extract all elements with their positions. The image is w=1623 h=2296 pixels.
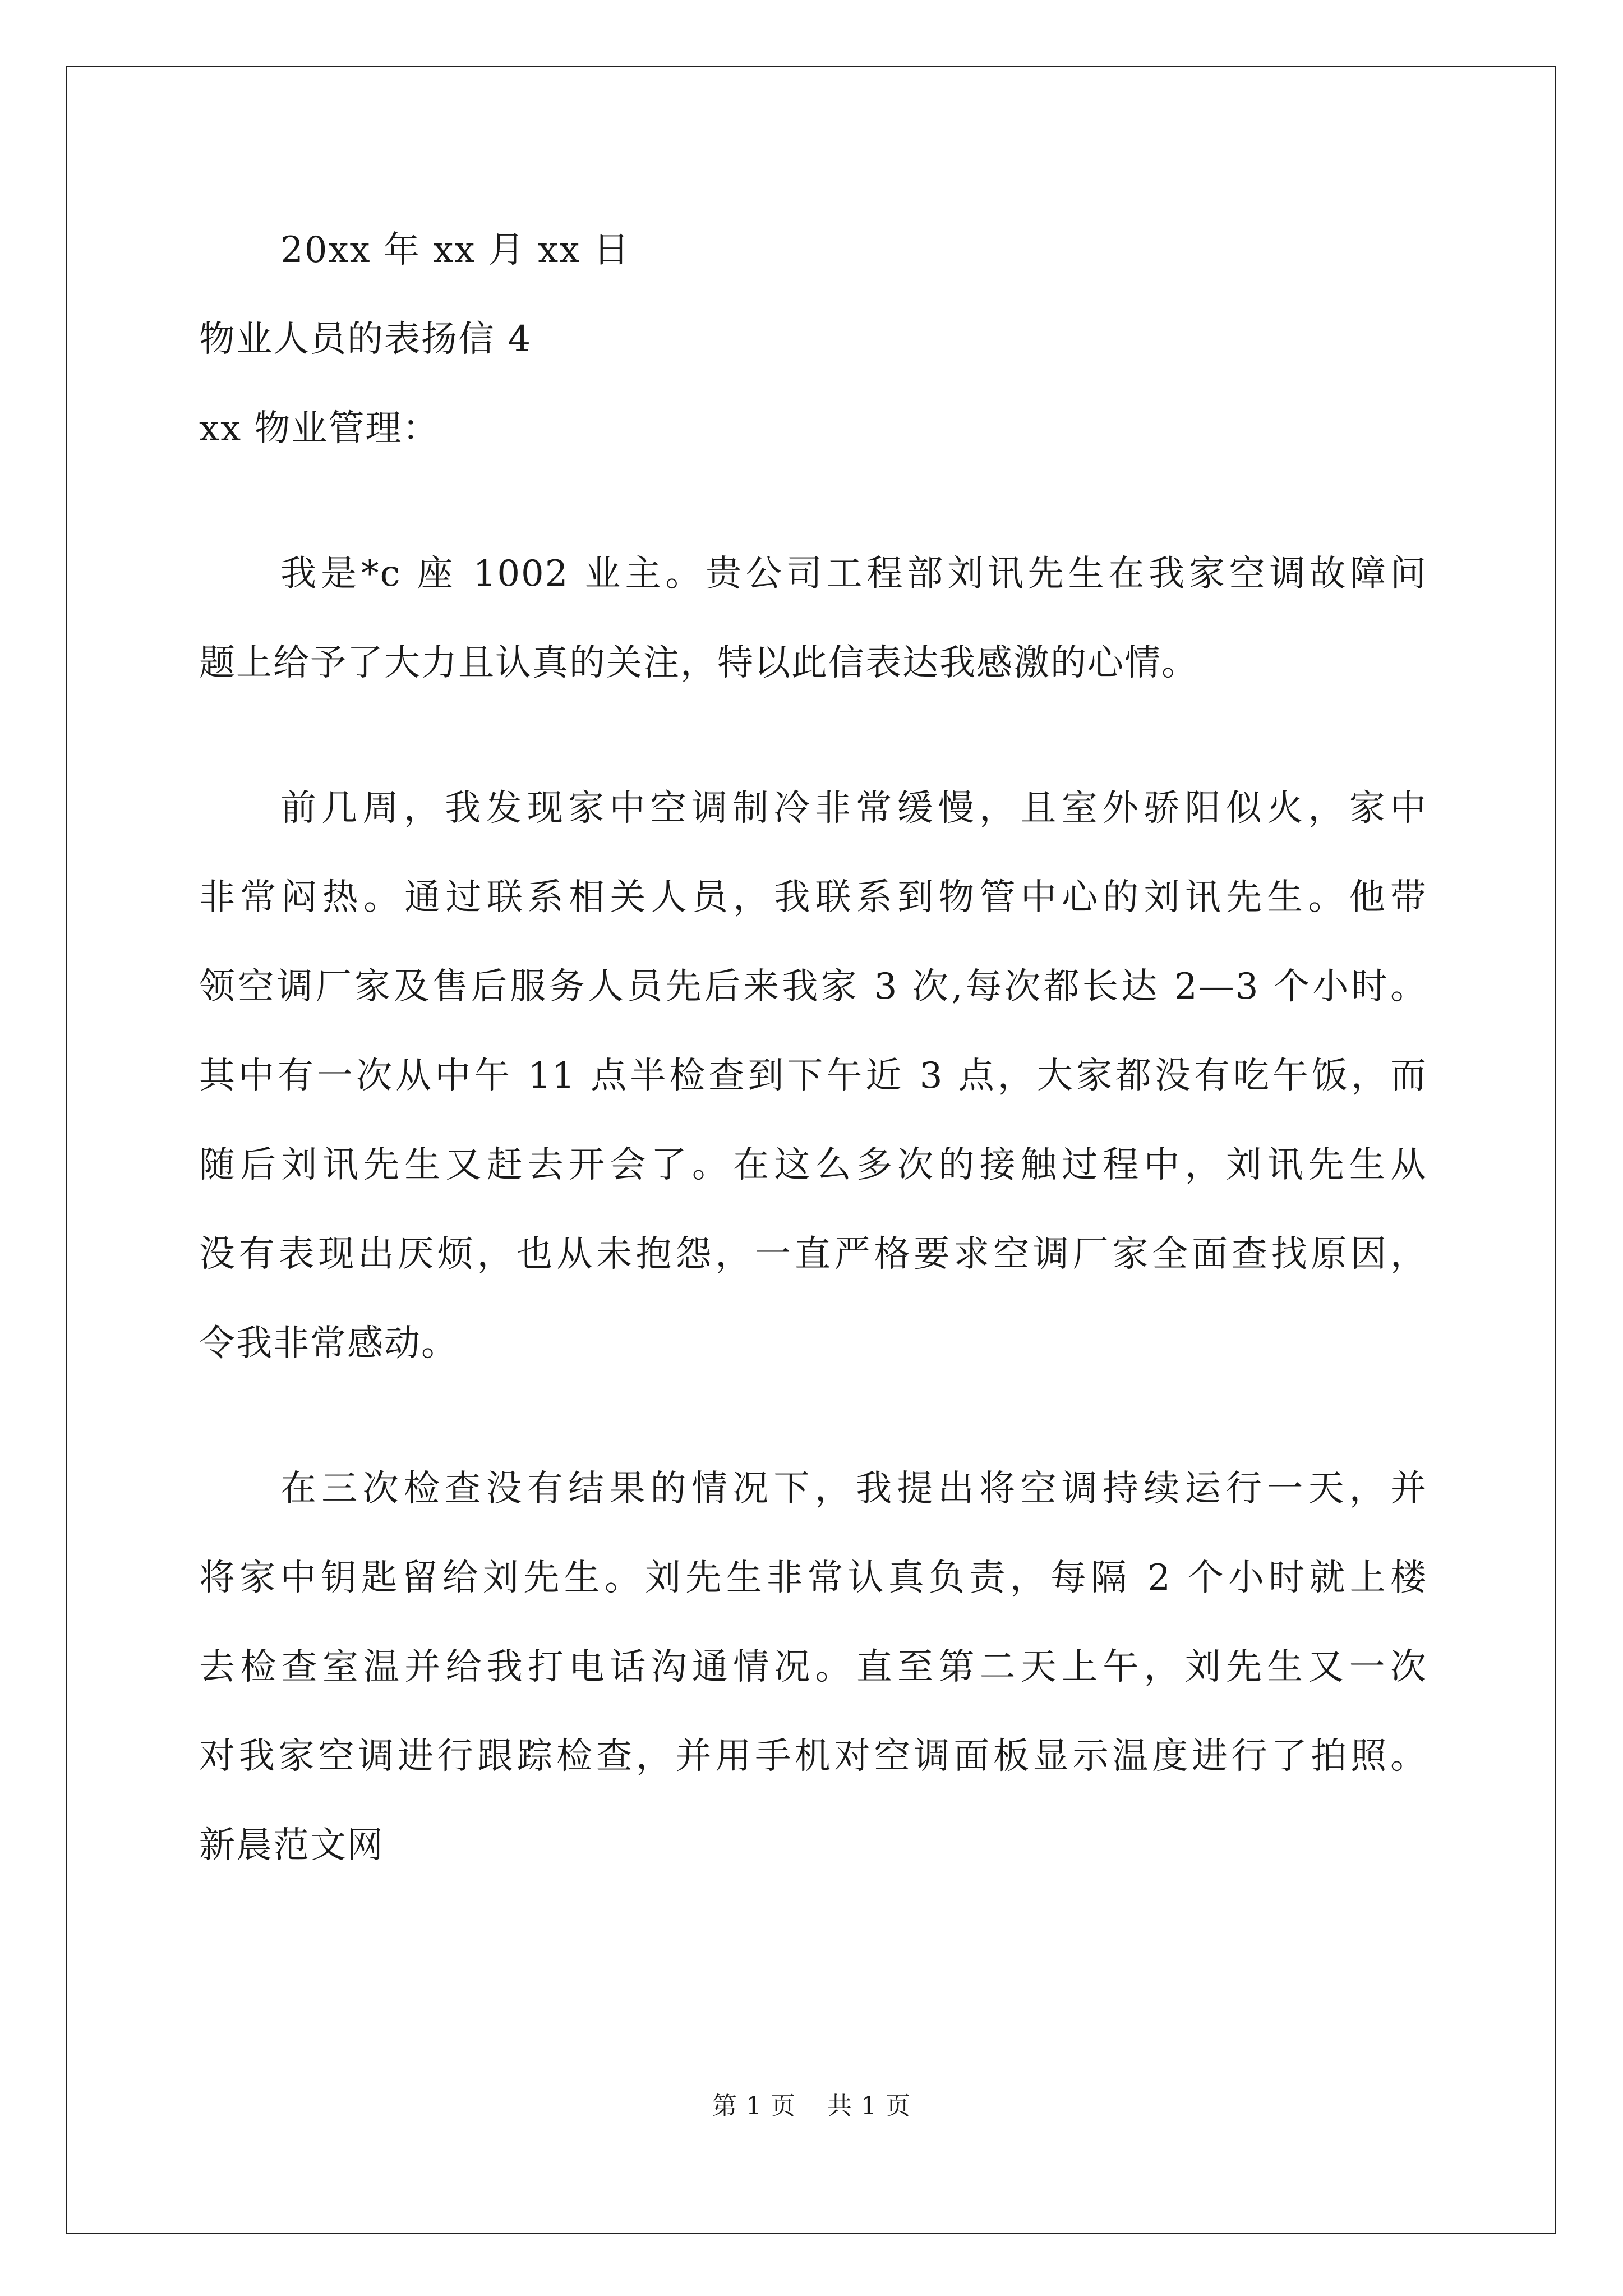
page-number: 第 1 页 [712, 2092, 796, 2120]
body-line: 令我非常感动。 [199, 1323, 458, 1364]
body-line: 非常闷热。通过联系相关人员，我联系到物管中心的刘讯先生。他带 [199, 877, 1427, 918]
page-footer [0, 2090, 1623, 2123]
body-line: 领空调厂家及售后服务人员先后来我家 3 次,每次都长达 2—3 个小时。 [199, 966, 1427, 1007]
body-line: 随后刘讯先生又赶去开会了。在这么多次的接触过程中，刘讯先生从 [199, 1144, 1427, 1186]
letter-date: 20xx 年 xx 月 xx 日 [280, 229, 630, 271]
body-line: 新晨范文网 [199, 1825, 384, 1866]
body-line: 对我家空调进行跟踪检查，并用手机对空调面板显示温度进行了拍照。 [199, 1736, 1427, 1777]
body-line: 题上给予了大力且认真的关注，特以此信表达我感激的心情。 [199, 642, 1198, 684]
body-line: 我是*c 座 1002 业主。贵公司工程部刘讯先生在我家空调故障问 [280, 553, 1427, 595]
body-line: 前几周，我发现家中空调制冷非常缓慢，且室外骄阳似火，家中 [280, 788, 1427, 829]
body-line: 没有表现出厌烦，也从未抱怨，一直严格要求空调厂家全面查找原因， [199, 1234, 1427, 1275]
page-total: 共 1 页 [827, 2092, 911, 2120]
body-line: 其中有一次从中午 11 点半检查到下午近 3 点，大家都没有吃午饭，而 [199, 1055, 1427, 1097]
body-line: 去检查室温并给我打电话沟通情况。直至第二天上午，刘先生又一次 [199, 1646, 1427, 1688]
letter-title: 物业人员的表扬信 4 [199, 319, 532, 360]
body-line: 在三次检查没有结果的情况下，我提出将空调持续运行一天，并 [280, 1468, 1427, 1510]
letter-salutation: xx 物业管理： [199, 408, 440, 449]
body-line: 将家中钥匙留给刘先生。刘先生非常认真负责，每隔 2 个小时就上楼 [199, 1557, 1427, 1599]
